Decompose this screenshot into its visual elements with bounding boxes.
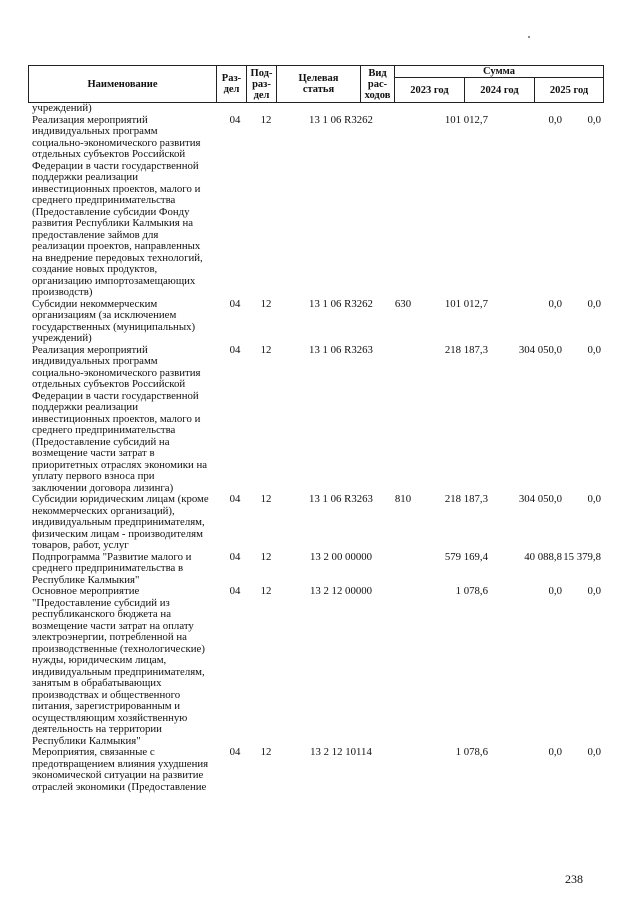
row-razdel: 04 bbox=[229, 343, 241, 356]
row-sum-2024: 40 088,8 bbox=[524, 550, 562, 563]
row-name-line: предотвращением влияния ухудшения bbox=[32, 757, 209, 770]
row-name-line: уплату первого взноса при bbox=[32, 470, 155, 482]
row-name-line: физическим лицам - производителям bbox=[32, 527, 203, 540]
row-name-line: занятым в обрабатывающих bbox=[32, 677, 162, 689]
row-name bbox=[28, 747, 212, 793]
row-name-line: инвестиционных проектов, малого и bbox=[32, 182, 201, 195]
header-year-2023: 2023 год bbox=[395, 78, 465, 103]
row-statya: 13 1 06 R3263 bbox=[309, 343, 373, 356]
row-name-line: производствах и общественного bbox=[32, 688, 181, 701]
row-statya: 13 1 06 R3263 bbox=[309, 493, 373, 505]
row-name bbox=[28, 552, 212, 587]
header-razdel: Раз- дел bbox=[217, 66, 247, 103]
row-sum-2025: 0,0 bbox=[587, 297, 601, 310]
table-row bbox=[28, 494, 603, 552]
row-name-line: учреждений) bbox=[32, 102, 92, 114]
row-name-line: инвестиционных проектов, малого и bbox=[32, 412, 201, 425]
row-name-line: организациям (за исключением bbox=[32, 309, 177, 321]
row-name-line: отдельных субъектов Российской bbox=[32, 378, 186, 390]
row-razdel: 04 bbox=[229, 746, 241, 758]
row-razdel: 04 bbox=[229, 550, 241, 563]
row-name bbox=[28, 494, 212, 552]
table-body bbox=[28, 103, 603, 793]
row-name-line: поддержки реализации bbox=[32, 401, 138, 413]
row-sum-2024: 0,0 bbox=[548, 297, 562, 310]
row-name bbox=[28, 299, 212, 345]
row-name-line: производств) bbox=[32, 286, 93, 298]
row-name-line: организацию импортозамещающих bbox=[32, 274, 196, 287]
row-podrazdel: 12 bbox=[260, 113, 272, 126]
row-sum-2023: 101 012,7 bbox=[444, 113, 488, 126]
row-name bbox=[28, 115, 212, 299]
table-header bbox=[28, 65, 604, 103]
row-name-line: Реализация мероприятий bbox=[32, 113, 148, 126]
row-sum-2024: 304 050,0 bbox=[518, 493, 562, 505]
row-sum-2025: 0,0 bbox=[587, 113, 601, 126]
header-year-2024: 2024 год bbox=[465, 78, 535, 103]
scan-speck bbox=[528, 36, 530, 38]
row-sum-2023: 1 078,6 bbox=[455, 746, 488, 758]
table-row bbox=[28, 747, 603, 793]
row-name-line: индивидуальных программ bbox=[32, 355, 158, 367]
row-name-line: некоммерческих организаций), bbox=[32, 504, 175, 517]
row-name-line: заключении договора лизинга) bbox=[32, 481, 174, 494]
row-name-line: социально-экономического развития bbox=[32, 136, 201, 149]
row-podrazdel: 12 bbox=[260, 585, 272, 597]
header-summa: Сумма bbox=[395, 66, 604, 78]
row-vid: 810 bbox=[394, 493, 412, 505]
row-sum-2025: 0,0 bbox=[587, 493, 601, 505]
row-name-line: отдельных субъектов Российской bbox=[32, 148, 186, 160]
row-name-line: среднего предпринимательства bbox=[32, 194, 176, 206]
row-name-line: учреждений) bbox=[32, 332, 92, 344]
row-name-line: на внедрение передовых технологий, bbox=[32, 251, 203, 264]
table-row bbox=[28, 586, 603, 747]
row-name-line: (Предоставление субсидии Фонду bbox=[32, 205, 190, 218]
row-sum-2023: 218 187,3 bbox=[444, 343, 488, 356]
row-statya: 13 2 12 00000 bbox=[309, 585, 373, 597]
header-vid: Вид рас- ходов bbox=[361, 66, 395, 103]
row-name-line: деятельность на территории bbox=[32, 723, 162, 735]
row-razdel: 04 bbox=[229, 493, 241, 505]
row-name bbox=[28, 345, 212, 495]
row-name-line: товаров, работ, услуг bbox=[32, 539, 129, 551]
row-name-line: Реализация мероприятий bbox=[32, 343, 148, 356]
row-name-line: производственные (технологические) bbox=[32, 642, 205, 655]
header-year-2025: 2025 год bbox=[535, 78, 604, 103]
row-statya: 13 2 12 10114 bbox=[310, 746, 372, 758]
row-podrazdel: 12 bbox=[260, 746, 272, 758]
row-sum-2024: 304 050,0 bbox=[518, 343, 562, 356]
row-podrazdel: 12 bbox=[260, 493, 272, 505]
row-name bbox=[28, 103, 212, 115]
table-row bbox=[28, 552, 603, 587]
row-name-line: реализации проектов, направленных bbox=[32, 240, 201, 252]
row-sum-2025: 0,0 bbox=[587, 585, 601, 597]
row-name-line: предоставление займов для bbox=[32, 228, 159, 241]
header-statya: Целевая статья bbox=[277, 66, 361, 103]
row-name-line: электроэнергии, потребленной на bbox=[32, 631, 187, 643]
row-sum-2023: 1 078,6 bbox=[455, 585, 488, 597]
row-name-line: экономической ситуации на развитие bbox=[32, 769, 204, 781]
header-name: Наименование bbox=[29, 66, 217, 103]
row-name-line: Субсидии юридическим лицам (кроме bbox=[32, 493, 209, 505]
row-razdel: 04 bbox=[229, 585, 241, 597]
row-sum-2023: 101 012,7 bbox=[444, 297, 488, 310]
table-row bbox=[28, 299, 603, 345]
row-razdel: 04 bbox=[229, 113, 241, 126]
table-row bbox=[28, 103, 603, 115]
row-name-line: индивидуальным предпринимателям, bbox=[32, 516, 205, 528]
row-name-line: среднего предпринимательства bbox=[32, 424, 176, 436]
row-name-line: приоритетных отраслях экономики на bbox=[32, 458, 208, 471]
row-sum-2025: 0,0 bbox=[587, 343, 601, 356]
row-name-line: Основное мероприятие bbox=[32, 585, 140, 597]
row-name-line: Мероприятия, связанные с bbox=[32, 746, 155, 758]
row-name-line: осуществляющим хозяйственную bbox=[32, 711, 188, 724]
row-name-line: Субсидии некоммерческим bbox=[32, 297, 158, 310]
row-vid: 630 bbox=[394, 297, 412, 310]
row-statya: 13 2 00 00000 bbox=[309, 550, 373, 563]
row-name-line: Республике Калмыкия" bbox=[32, 573, 140, 586]
row-name-line: Федерации в части государственной bbox=[32, 159, 199, 172]
row-name-line: возмещение части затрат в bbox=[32, 447, 155, 459]
row-statya: 13 1 06 R3262 bbox=[309, 113, 373, 126]
row-name-line: возмещение части затрат на оплату bbox=[32, 619, 194, 632]
row-name-line: индивидуальным предпринимателям, bbox=[32, 665, 205, 678]
row-sum-2024: 0,0 bbox=[548, 113, 562, 126]
row-statya: 13 1 06 R3262 bbox=[309, 297, 373, 310]
row-sum-2025: 15 379,8 bbox=[563, 550, 601, 563]
row-name-line: социально-экономического развития bbox=[32, 366, 201, 379]
row-sum-2023: 579 169,4 bbox=[444, 550, 488, 563]
row-podrazdel: 12 bbox=[260, 550, 272, 563]
row-name-line: индивидуальных программ bbox=[32, 125, 158, 137]
row-name-line: государственных (муниципальных) bbox=[32, 320, 196, 333]
row-name-line: "Предоставление субсидий из bbox=[32, 596, 170, 609]
row-name-line: создание новых продуктов, bbox=[32, 263, 158, 275]
row-sum-2023: 218 187,3 bbox=[444, 493, 488, 505]
row-podrazdel: 12 bbox=[260, 343, 272, 356]
row-name-line: отраслей экономики (Предоставление bbox=[32, 780, 207, 793]
row-name-line: Подпрограмма "Развитие малого и bbox=[32, 550, 192, 563]
row-sum-2025: 0,0 bbox=[587, 746, 601, 758]
row-name-line: среднего предпринимательства в bbox=[32, 562, 184, 574]
row-sum-2024: 0,0 bbox=[548, 746, 562, 758]
row-name-line: развития Республики Калмыкия на bbox=[32, 217, 194, 229]
header-podrazdel: Под- раз- дел bbox=[247, 66, 277, 103]
table-row bbox=[28, 115, 603, 299]
page-number: 238 bbox=[565, 872, 583, 886]
row-podrazdel: 12 bbox=[260, 297, 272, 310]
row-name-line: Республики Калмыкия" bbox=[32, 734, 141, 747]
row-sum-2024: 0,0 bbox=[548, 585, 562, 597]
row-name-line: поддержки реализации bbox=[32, 171, 138, 183]
row-name-line: питания, зарегистрированным и bbox=[32, 700, 181, 712]
row-name-line: нужды, юридическим лицам, bbox=[32, 654, 167, 666]
row-razdel: 04 bbox=[229, 297, 241, 310]
row-name-line: республиканского бюджета на bbox=[32, 608, 171, 620]
row-name-line: (Предоставление субсидий на bbox=[32, 435, 170, 448]
row-name bbox=[28, 586, 212, 747]
table-row bbox=[28, 345, 603, 495]
row-name-line: Федерации в части государственной bbox=[32, 389, 199, 402]
